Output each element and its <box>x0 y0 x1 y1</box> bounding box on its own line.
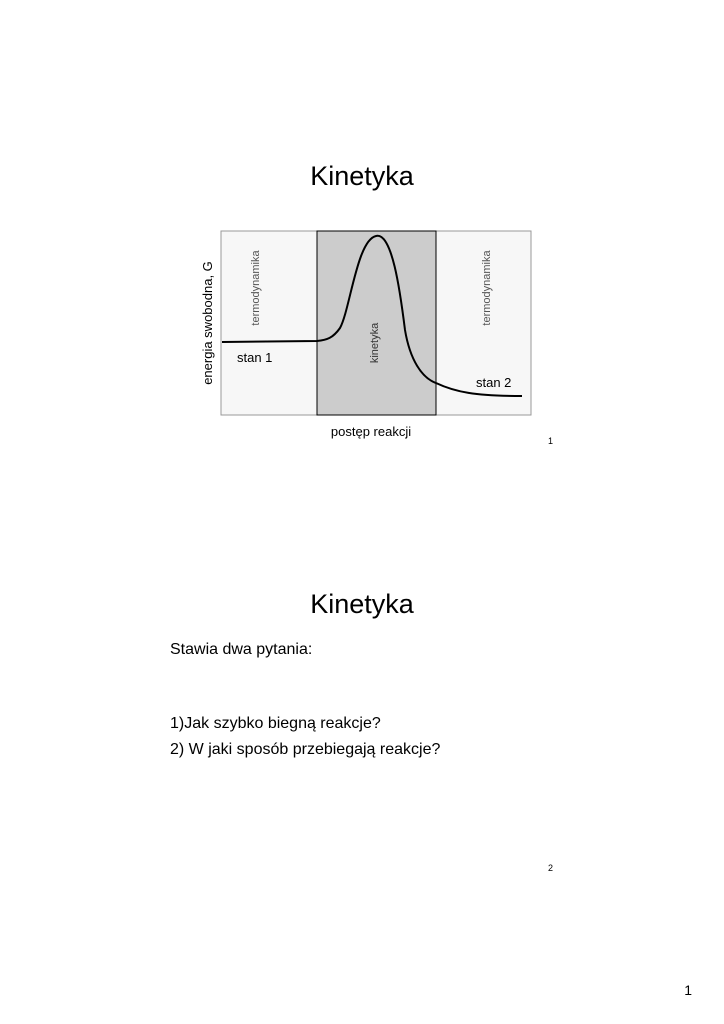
state-1-label: stan 1 <box>237 350 273 365</box>
y-axis-label: energia swobodna, G <box>200 261 215 385</box>
slide-2-number: 2 <box>548 863 554 873</box>
energy-diagram <box>180 220 560 460</box>
x-axis-label: postęp reakcji <box>330 424 412 439</box>
state-2-label: stan 2 <box>476 375 512 390</box>
slide-2-intro: Stawia dwa pytania: <box>170 641 313 658</box>
slide-2-title: Kinetyka <box>310 589 414 619</box>
region-label-middle: kinetyka <box>369 322 381 364</box>
slide-1-title: Kinetyka <box>310 161 414 191</box>
page-number: 1 <box>684 982 692 998</box>
question-1: 1)Jak szybko biegną reakcje? <box>170 715 381 732</box>
region-label-left: termodynamika <box>250 250 262 326</box>
question-2: 2) W jaki sposób przebiegają reakcje? <box>170 741 441 758</box>
region-label-right: termodynamika <box>481 250 493 326</box>
slide-1-number: 1 <box>548 436 554 446</box>
